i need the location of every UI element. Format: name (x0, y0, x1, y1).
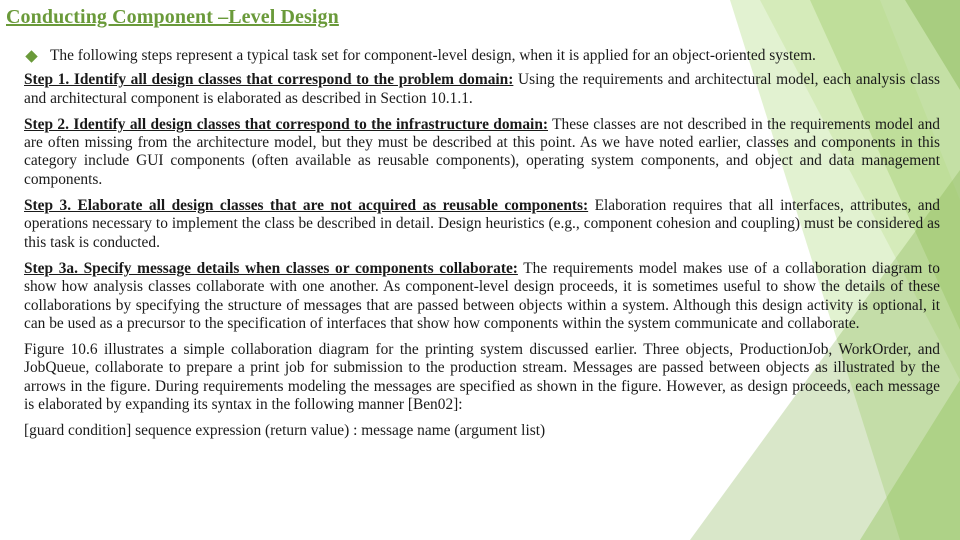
intro-text: The following steps represent a typical task set for component-level design, when it is applied for an object-oriented system. (50, 47, 816, 64)
step-3a-paragraph (24, 260, 940, 333)
step-2-text: These classes are not described in the requirements model and are often missing from the architecture model, but they must be described at this point. As we have noted earlier, classes and components in this category include GUI components (often available as reusable components), operating system components, and object and data management components. (24, 115, 940, 188)
step-3-text: Elaboration requires that all interfaces, attributes, and operations necessary to implement the class be described in detail. Design heuristics (e.g., component cohesion and coupling) must be considered as this task is conducted. (24, 197, 940, 251)
step-1-heading: Step 1. Identify all design classes that correspond to the problem domain: (24, 71, 514, 89)
slide-title: Conducting Component –Level Design (6, 6, 339, 28)
step-3-paragraph (24, 197, 940, 252)
step-3-heading: Step 3. Elaborate all design classes that are not acquired as reusable components: (24, 197, 589, 215)
step-1-paragraph (24, 71, 940, 108)
step-2-heading: Step 2. Identify all design classes that correspond to the infrastructure domain: (24, 115, 549, 133)
step-3a-text: The requirements model makes use of a collaboration diagram to show how analysis classes collaborate with one another. As component-level design proceeds, it is sometimes useful to show the details of these collaborations by specifying the structure of messages that are passed between objects within a system. Although this design activity is optional, it can be used as a precursor to the specification of interfaces that show how components within the system communicate and collaborate. (24, 259, 940, 332)
intro-bullet (24, 47, 940, 65)
step-3a-heading: Step 3a. Specify message details when classes or components collaborate: (24, 259, 518, 277)
figure-paragraph: Figure 10.6 illustrates a simple collaboration diagram for the printing system discussed earlier. Three objects, ProductionJob, WorkOrder, and JobQueue, collaborate to prepare a print job for submission to the production stream. Messages are passed between objects as illustrated by the arrows in the figure. During requirements modeling the messages are specified as shown in the figure. However, as design proceeds, each message is elaborated by expanding its syntax in the following manner [Ben02]: (24, 341, 940, 414)
step-2-paragraph (24, 116, 940, 189)
diamond-bullet-icon (25, 50, 37, 62)
step-1-text: Using the requirements and architectural model, each analysis class and architectural component is elaborated as described in Section 10.1.1. (24, 71, 940, 107)
syntax-line: [guard condition] sequence expression (return value) : message name (argument list) (24, 422, 546, 440)
slide-content (24, 47, 940, 449)
